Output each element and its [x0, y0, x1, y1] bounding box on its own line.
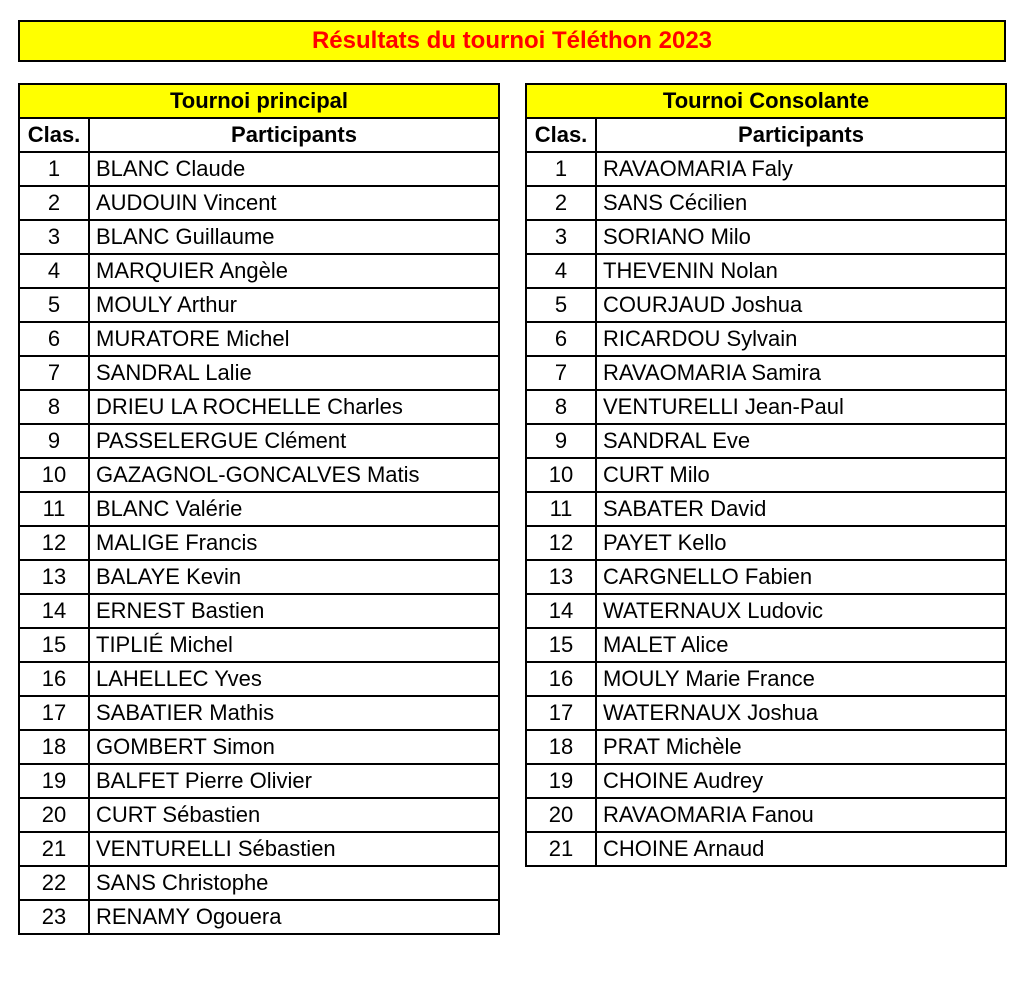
- table-row: [526, 594, 1006, 628]
- participants-column-header: Participants: [596, 118, 1006, 152]
- participant-cell: MOULY Marie France: [596, 662, 1006, 696]
- table-row: [19, 492, 499, 526]
- participant-cell: CHOINE Arnaud: [596, 832, 1006, 866]
- table-row: [526, 696, 1006, 730]
- rank-cell: 11: [526, 492, 596, 526]
- table-row: [526, 628, 1006, 662]
- rank-cell: 5: [19, 288, 89, 322]
- rank-column-header: Clas.: [19, 118, 89, 152]
- participant-cell: RAVAOMARIA Fanou: [596, 798, 1006, 832]
- table-row: [19, 764, 499, 798]
- rank-cell: 4: [19, 254, 89, 288]
- table-row: [19, 594, 499, 628]
- rank-cell: 3: [19, 220, 89, 254]
- participant-cell: GAZAGNOL-GONCALVES Matis: [89, 458, 499, 492]
- rank-cell: 10: [526, 458, 596, 492]
- rank-cell: 14: [526, 594, 596, 628]
- participant-cell: BALFET Pierre Olivier: [89, 764, 499, 798]
- participant-cell: RENAMY Ogouera: [89, 900, 499, 934]
- table-row: [526, 356, 1006, 390]
- rank-cell: 6: [526, 322, 596, 356]
- participant-cell: MALIGE Francis: [89, 526, 499, 560]
- table-row: [19, 390, 499, 424]
- table-row: [19, 696, 499, 730]
- participant-cell: VENTURELLI Sébastien: [89, 832, 499, 866]
- rank-cell: 22: [19, 866, 89, 900]
- rank-cell: 2: [526, 186, 596, 220]
- rank-cell: 19: [19, 764, 89, 798]
- rank-cell: 20: [19, 798, 89, 832]
- table-row: [526, 832, 1006, 866]
- participant-cell: MOULY Arthur: [89, 288, 499, 322]
- main-tournament-title: Tournoi principal: [19, 84, 499, 118]
- consolation-tournament-title: Tournoi Consolante: [526, 84, 1006, 118]
- participant-cell: WATERNAUX Ludovic: [596, 594, 1006, 628]
- participant-cell: MALET Alice: [596, 628, 1006, 662]
- rank-cell: 16: [19, 662, 89, 696]
- participant-cell: BLANC Valérie: [89, 492, 499, 526]
- rank-cell: 13: [526, 560, 596, 594]
- participant-cell: TIPLIÉ Michel: [89, 628, 499, 662]
- table-row: [19, 288, 499, 322]
- main-tournament-table: [18, 83, 500, 935]
- participant-cell: CURT Milo: [596, 458, 1006, 492]
- table-row: [19, 220, 499, 254]
- rank-cell: 8: [19, 390, 89, 424]
- participant-cell: SANDRAL Eve: [596, 424, 1006, 458]
- table-row: [19, 254, 499, 288]
- table-row: [526, 730, 1006, 764]
- rank-cell: 4: [526, 254, 596, 288]
- rank-cell: 2: [19, 186, 89, 220]
- table-row: [19, 730, 499, 764]
- table-row: [19, 186, 499, 220]
- table-row: [19, 832, 499, 866]
- participant-cell: CARGNELLO Fabien: [596, 560, 1006, 594]
- participant-cell: SORIANO Milo: [596, 220, 1006, 254]
- rank-cell: 17: [526, 696, 596, 730]
- consolation-tournament-rows: [526, 152, 1006, 866]
- table-row: [526, 322, 1006, 356]
- rank-cell: 14: [19, 594, 89, 628]
- participant-cell: VENTURELLI Jean-Paul: [596, 390, 1006, 424]
- participant-cell: SANS Christophe: [89, 866, 499, 900]
- participant-cell: MARQUIER Angèle: [89, 254, 499, 288]
- table-row: [526, 492, 1006, 526]
- participant-cell: WATERNAUX Joshua: [596, 696, 1006, 730]
- rank-cell: 10: [19, 458, 89, 492]
- main-tournament-rows: [19, 152, 499, 934]
- participant-cell: RAVAOMARIA Samira: [596, 356, 1006, 390]
- rank-cell: 21: [19, 832, 89, 866]
- participant-cell: SABATIER Mathis: [89, 696, 499, 730]
- table-row: [526, 458, 1006, 492]
- rank-cell: 12: [526, 526, 596, 560]
- rank-cell: 9: [19, 424, 89, 458]
- participant-cell: SANS Cécilien: [596, 186, 1006, 220]
- table-row: [19, 152, 499, 186]
- participant-cell: BALAYE Kevin: [89, 560, 499, 594]
- table-row: [19, 424, 499, 458]
- table-row: [526, 288, 1006, 322]
- table-row: [526, 560, 1006, 594]
- table-row: [526, 424, 1006, 458]
- rank-cell: 23: [19, 900, 89, 934]
- rank-cell: 7: [526, 356, 596, 390]
- participant-cell: AUDOUIN Vincent: [89, 186, 499, 220]
- table-row: [526, 798, 1006, 832]
- table-row: [526, 526, 1006, 560]
- rank-cell: 12: [19, 526, 89, 560]
- table-row: [19, 900, 499, 934]
- table-row: [19, 628, 499, 662]
- rank-cell: 15: [526, 628, 596, 662]
- participant-cell: PRAT Michèle: [596, 730, 1006, 764]
- participant-cell: RICARDOU Sylvain: [596, 322, 1006, 356]
- participant-cell: RAVAOMARIA Faly: [596, 152, 1006, 186]
- rank-cell: 18: [19, 730, 89, 764]
- rank-cell: 15: [19, 628, 89, 662]
- rank-cell: 20: [526, 798, 596, 832]
- participant-cell: DRIEU LA ROCHELLE Charles: [89, 390, 499, 424]
- table-row: [526, 152, 1006, 186]
- rank-cell: 21: [526, 832, 596, 866]
- table-row: [19, 458, 499, 492]
- rank-column-header: Clas.: [526, 118, 596, 152]
- participant-cell: COURJAUD Joshua: [596, 288, 1006, 322]
- table-row: [526, 220, 1006, 254]
- table-row: [19, 798, 499, 832]
- participant-cell: CHOINE Audrey: [596, 764, 1006, 798]
- participant-cell: THEVENIN Nolan: [596, 254, 1006, 288]
- participant-cell: MURATORE Michel: [89, 322, 499, 356]
- table-row: [19, 560, 499, 594]
- participant-cell: SABATER David: [596, 492, 1006, 526]
- participant-cell: PAYET Kello: [596, 526, 1006, 560]
- rank-cell: 17: [19, 696, 89, 730]
- table-row: [19, 526, 499, 560]
- rank-cell: 1: [526, 152, 596, 186]
- table-row: [526, 390, 1006, 424]
- participant-cell: BLANC Guillaume: [89, 220, 499, 254]
- page-title: Résultats du tournoi Téléthon 2023: [18, 20, 1006, 62]
- rank-cell: 6: [19, 322, 89, 356]
- table-row: [526, 186, 1006, 220]
- participant-cell: LAHELLEC Yves: [89, 662, 499, 696]
- rank-cell: 11: [19, 492, 89, 526]
- participant-cell: GOMBERT Simon: [89, 730, 499, 764]
- rank-cell: 1: [19, 152, 89, 186]
- rank-cell: 3: [526, 220, 596, 254]
- rank-cell: 13: [19, 560, 89, 594]
- rank-cell: 9: [526, 424, 596, 458]
- participant-cell: CURT Sébastien: [89, 798, 499, 832]
- table-row: [526, 662, 1006, 696]
- rank-cell: 8: [526, 390, 596, 424]
- participant-cell: ERNEST Bastien: [89, 594, 499, 628]
- participant-cell: BLANC Claude: [89, 152, 499, 186]
- rank-cell: 18: [526, 730, 596, 764]
- table-row: [526, 764, 1006, 798]
- table-row: [19, 866, 499, 900]
- consolation-tournament-table: [525, 83, 1007, 867]
- rank-cell: 16: [526, 662, 596, 696]
- participant-cell: SANDRAL Lalie: [89, 356, 499, 390]
- rank-cell: 19: [526, 764, 596, 798]
- table-row: [526, 254, 1006, 288]
- rank-cell: 5: [526, 288, 596, 322]
- participant-cell: PASSELERGUE Clément: [89, 424, 499, 458]
- table-row: [19, 662, 499, 696]
- table-row: [19, 322, 499, 356]
- rank-cell: 7: [19, 356, 89, 390]
- table-row: [19, 356, 499, 390]
- participants-column-header: Participants: [89, 118, 499, 152]
